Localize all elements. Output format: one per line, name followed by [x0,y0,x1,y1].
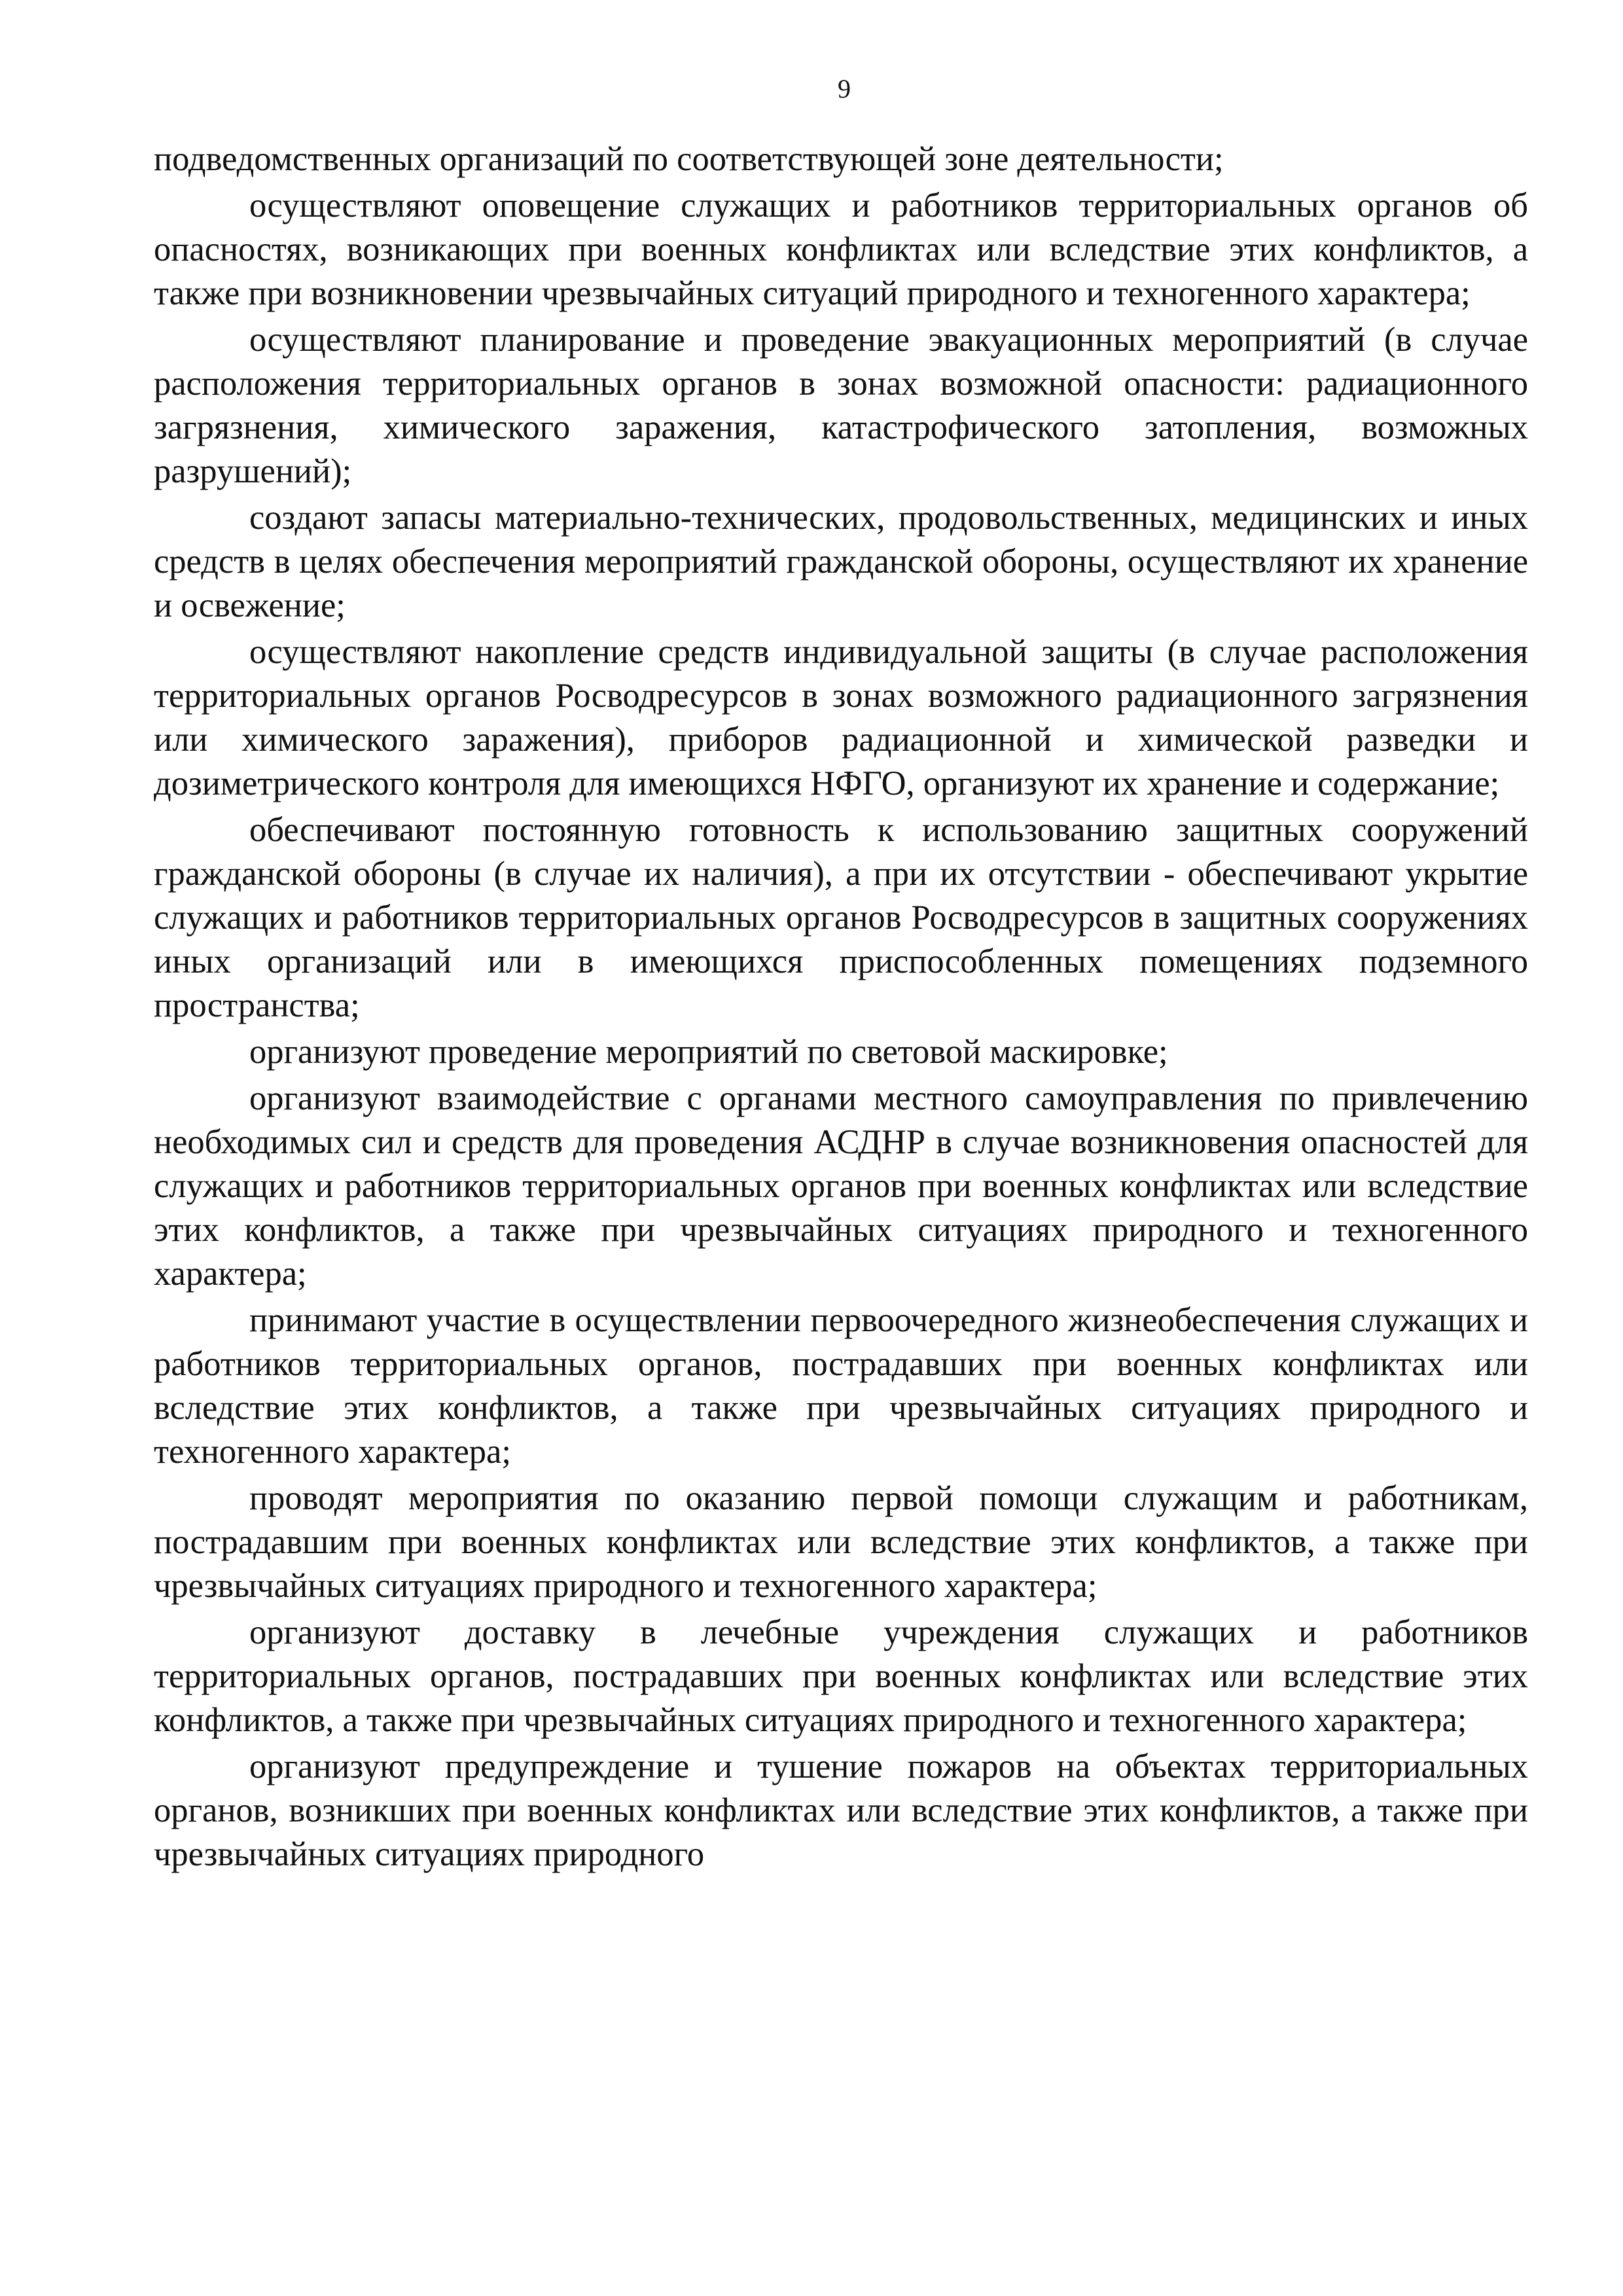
paragraph-8: организуют взаимодействие с органами местного самоуправления по привлечению необходимых сил и средств для проведения АСДНР в случае возникновения опасностей для служащих и работников территориальных органов при военных конфликтах или вследствие этих конфликтов, а также при чрезвычайных ситуациях природного и техногенного характера; [154,1079,1528,1293]
paragraph-3: осуществляют планирование и проведение эвакуационных мероприятий (в случае расположения территориальных органов в зонах возможной опасности: радиационного загрязнения, химического заражения, катастрофического затопления, возможных разрушений); [154,321,1528,490]
paragraph-2: осуществляют оповещение служащих и работников территориальных органов об опасностях, возникающих при военных конфликтах или вследствие этих конфликтов, а также при возникновении чрезвычайных ситуаций природного и техногенного характера; [154,187,1528,312]
paragraph-12: организуют предупреждение и тушение пожаров на объектах территориальных органов, возникших при военных конфликтах или вследствие этих конфликтов, а также при чрезвычайных ситуациях природного [154,1748,1528,1873]
paragraph-6: обеспечивают постоянную готовность к использованию защитных сооружений гражданской обороны (в случае их наличия), а при их отсутствии - обеспечивают укрытие служащих и работников территориальных органов Росводресурсов в защитных сооружениях иных организаций или в имеющихся приспособленных помещениях подземного пространства; [154,811,1528,1024]
paragraph-5: осуществляют накопление средств индивидуальной защиты (в случае расположения территориальных органов Росводресурсов в зонах возможного радиационного загрязнения или химического заражения), приборов радиационной и химической разведки и дозиметрического контроля для имеющихся НФГО, организуют их хранение и содержание; [154,633,1528,802]
page-number: 9 [838,74,851,103]
paragraph-9: принимают участие в осуществлении первоочередного жизнеобеспечения служащих и работников территориальных органов, пострадавших при военных конфликтах или вследствие этих конфликтов, а также при чрезвычайных ситуациях природного и техногенного характера; [154,1301,1528,1471]
paragraph-11: организуют доставку в лечебные учреждения служащих и работников территориальных органов, пострадавших при военных конфликтах или вследствие этих конфликтов, а также при чрезвычайных ситуациях природного и техногенного характера; [154,1613,1528,1739]
document-body [154,137,1528,1879]
paragraph-7: организуют проведение мероприятий по световой маскировке; [249,1033,1168,1071]
paragraph-1: подведомственных организаций по соответствующей зоне деятельности; [154,140,1224,178]
paragraph-4: создают запасы материально-технических, продовольственных, медицинских и иных средств в целях обеспечения мероприятий гражданской обороны, осуществляют их хранение и освежение; [154,499,1528,624]
paragraph-10: проводят мероприятия по оказанию первой помощи служащим и работникам, пострадавшим при военных конфликтах или вследствие этих конфликтов, а также при чрезвычайных ситуациях природного и техногенного характера; [154,1479,1528,1605]
